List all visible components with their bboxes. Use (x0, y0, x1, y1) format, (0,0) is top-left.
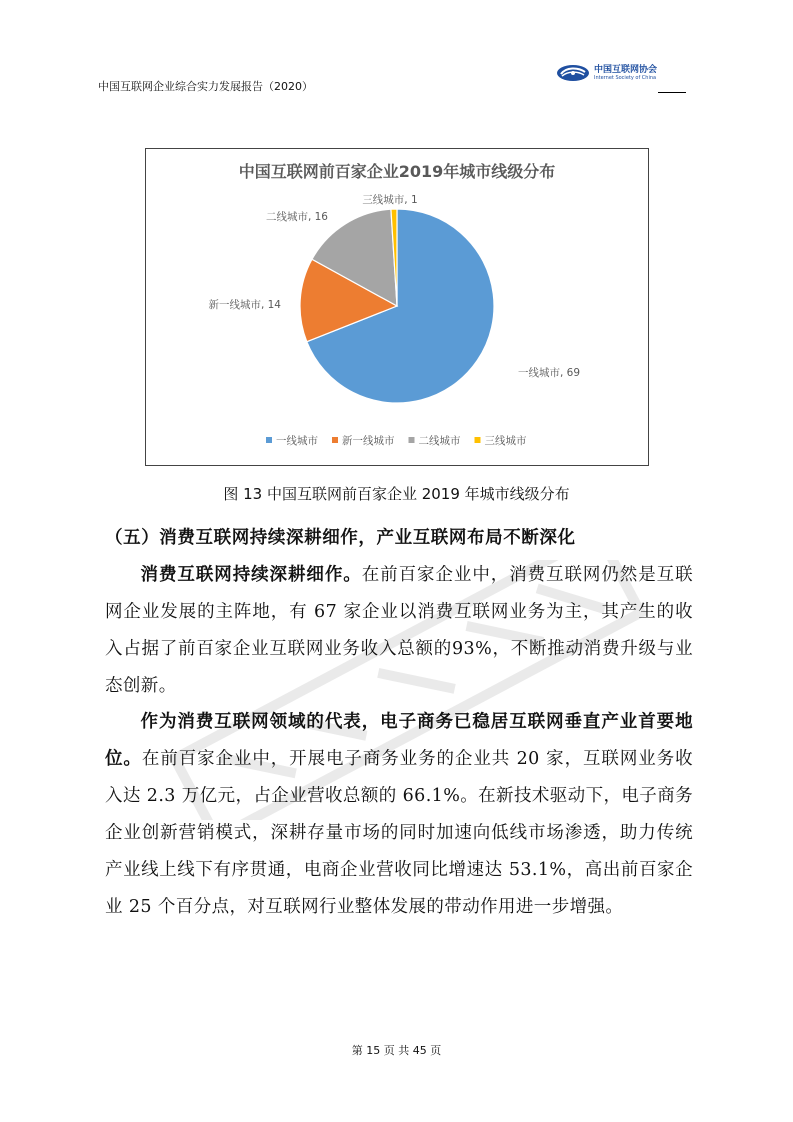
figure-caption: 图 13 中国互联网前百家企业 2019 年城市线级分布 (223, 485, 570, 503)
paragraph-1 (105, 557, 693, 705)
paragraph-2-text: 在前百家企业中，开展电子商务业务的企业共 20 家，互联网业务收入达 2.3 万亿元，占企业营收总额的 66.1%。在新技术驱动下，电子商务企业创新营销模式，深耕存量市场的同时加速向低线市场渗透，助力传统产业线上线下有序贯通，电商企业营收同比增速达 53.1%，高出前百家企业 25 个百分点，对互联网行业整体发展的带动作用进一步增强。 (105, 749, 693, 917)
page-footer: 第 15 页 共 45 页 (351, 1044, 442, 1057)
isc-logo (556, 64, 657, 82)
pie-chart (146, 149, 648, 465)
legend-label-1: 一线城市 (276, 435, 318, 447)
legend-swatch-1 (266, 437, 272, 443)
isc-logo-icon (556, 64, 590, 82)
logo-cn-text: 中国互联网协会 (594, 64, 658, 75)
legend-label-4: 三线城市 (484, 435, 527, 447)
chart-title: 中国互联网前百家企业2019年城市线级分布 (238, 162, 556, 181)
pie-data-label-2: 新一线城市, 14 (208, 299, 281, 311)
legend-label-3: 二线城市 (418, 435, 461, 447)
header-rule (658, 92, 686, 93)
paragraph-2 (105, 704, 693, 926)
paragraph-1-lead: 消费互联网持续深耕细作。 (140, 565, 362, 585)
legend-swatch-4 (475, 437, 481, 443)
paragraph-1-text: 在前百家企业中，消费互联网仍然是互联网企业发展的主阵地，有 67 家企业以消费互联网业务为主，其产生的收入占据了前百家企业互联网业务收入总额的93%，不断推动消费升级与业态创新。 (105, 565, 693, 696)
legend-swatch-2 (332, 437, 338, 443)
pie-data-label-3: 二线城市, 16 (265, 211, 328, 223)
chart-figure (145, 148, 649, 466)
pie-data-label-1: 一线城市, 69 (518, 367, 581, 379)
paragraph-2-lead: 作为消费互联网领域的代表，电子商务已稳居互联网垂直产业首要地位。 (105, 712, 693, 769)
header-title: 中国互联网企业综合实力发展报告（2020） (98, 80, 313, 93)
legend-label-2: 新一线城市 (342, 435, 395, 447)
logo-en-text: Internet Society of China (594, 74, 657, 81)
section-heading: （五）消费互联网持续深耕细作，产业互联网布局不断深化 (105, 528, 576, 548)
legend-swatch-3 (409, 437, 415, 443)
pie-data-label-4: 三线城市, 1 (362, 194, 418, 206)
